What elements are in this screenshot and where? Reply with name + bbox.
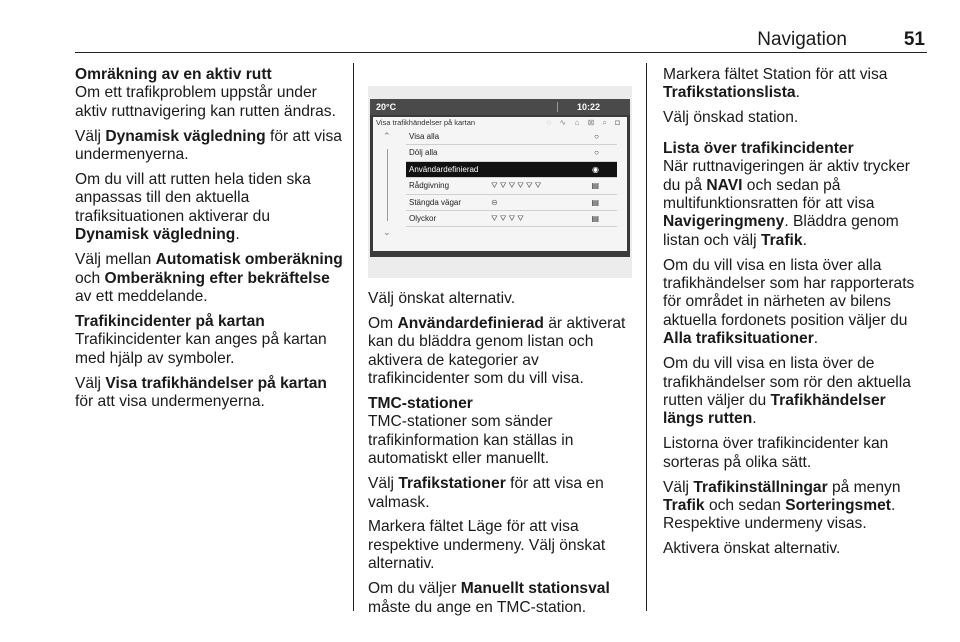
section-heading: Omräkning av en aktiv rutt xyxy=(75,66,272,83)
page-title: Navigation xyxy=(757,29,847,50)
menu-list xyxy=(406,129,617,227)
checkbox-icon: ▤ xyxy=(591,181,599,191)
radio-icon: ○ xyxy=(594,148,599,158)
paragraph: Om ett trafikproblem uppstår under aktiv ruttnavigering kan rutten ändras. xyxy=(75,84,336,120)
traffic-symbols-icon: ⛛⛛⛛⛛⛛⛛ xyxy=(491,181,544,191)
menu-item[interactable]: Olyckor ⛛⛛⛛⛛ ▤ xyxy=(406,211,617,227)
page-number: 51 xyxy=(903,29,925,50)
paragraph: TMC-stationer som sänder trafikinformation kan ställas in automatiskt eller manuellt. xyxy=(368,413,574,468)
page-header xyxy=(75,30,927,53)
paragraph: Välj önskat alternativ. xyxy=(368,290,516,307)
paragraph: Om du vill visa en lista över alla trafikhändelser som har rapporterats för området in närheten av bilens aktuella fordonets position väljer du Alla trafiksituationer. xyxy=(663,256,915,348)
display-screen xyxy=(370,99,630,257)
divider xyxy=(557,102,558,112)
menu-panel xyxy=(373,117,627,251)
paragraph: Om du vill visa en lista över de trafikhändelser som rör den aktuella rutten väljer du Trafikhändelser längs rutten. xyxy=(663,355,911,428)
temperature: 20°C xyxy=(376,102,397,112)
menu-item-selected[interactable]: Användardefinierad ◉ xyxy=(406,162,617,178)
paragraph: Välj Dynamisk vägledning för att visa undermenyerna. xyxy=(75,127,342,164)
paragraph: Om du väljer Manuellt stationsval måste du ange en TMC-station. xyxy=(368,580,610,616)
paragraph: Om Användardefinierad är aktiverat kan du bläddra genom listan och aktivera de kategorier av trafikincidenter som du vill visa. xyxy=(368,314,626,388)
paragraph: Aktivera önskat alternativ. xyxy=(663,540,841,558)
section-heading: Lista över trafikincidenter xyxy=(663,139,854,157)
scroll-down-icon[interactable]: ⌄ xyxy=(383,227,391,237)
menu-title: Visa trafikhändelser på kartan xyxy=(376,118,476,127)
radio-icon: ○ xyxy=(594,132,599,141)
status-icons: ◌ ∿ ⌂ ⊠ ⌕ ◘ xyxy=(546,118,623,127)
paragraph: När ruttnavigeringen är aktiv trycker du på NAVI och sedan på multifunktionsratten för att visa Navigeringmeny. Bläddra genom listan och välj Trafik. xyxy=(663,158,910,249)
menu-item[interactable]: Visa alla ○ xyxy=(406,129,617,145)
paragraph: Trafikincidenter kan anges på kartan med hjälp av symboler. xyxy=(75,331,327,367)
scroll-track xyxy=(387,149,388,221)
column-divider-2 xyxy=(646,63,647,611)
paragraph: Välj Trafikstationer för att visa en valmask. xyxy=(368,475,604,511)
column-3 xyxy=(663,66,929,565)
column-1 xyxy=(75,66,343,418)
paragraph: Listorna över trafikincidenter kan sorteras på olika sätt. xyxy=(663,435,889,471)
column-2 xyxy=(368,290,636,624)
status-bar xyxy=(370,99,630,115)
section-heading: Trafikincidenter på kartan xyxy=(75,312,265,330)
paragraph: Välj önskad station. xyxy=(663,109,799,127)
section-heading: TMC-stationer xyxy=(368,395,473,413)
menu-item[interactable]: Dölj alla ○ xyxy=(406,145,617,161)
scroll-up-icon[interactable]: ⌃ xyxy=(383,131,391,141)
paragraph: Om du vill att rutten hela tiden ska anpassas till den aktuella trafiksituationen aktiverar du Dynamisk vägledning. xyxy=(75,171,311,244)
menu-screenshot xyxy=(368,86,632,278)
paragraph: Välj mellan Automatisk omberäkning och Omberäkning efter bekräftelse av ett meddelande. xyxy=(75,251,343,305)
traffic-symbols-icon: ⊖ xyxy=(491,197,500,207)
paragraph: Markera fältet Station för att visa Trafikstationslista. xyxy=(663,66,888,102)
checkbox-icon: ▤ xyxy=(591,197,599,207)
column-divider-1 xyxy=(353,63,354,611)
clock: 10:22 xyxy=(576,102,600,112)
traffic-symbols-icon: ⛛⛛⛛⛛ xyxy=(491,213,526,223)
paragraph: Markera fältet Läge för att visa respektive undermeny. Välj önskat alternativ. xyxy=(368,518,606,573)
paragraph: Välj Trafikinställningar på menyn Trafik och sedan Sorteringsmet. Respektive undermeny visas. xyxy=(663,478,901,533)
menu-item[interactable]: Rådgivning ⛛⛛⛛⛛⛛⛛ ▤ xyxy=(406,178,617,194)
paragraph: Välj Visa trafikhändelser på kartan för att visa undermenyerna. xyxy=(75,374,327,410)
menu-item[interactable]: Stängda vägar ⊖ ▤ xyxy=(406,195,617,211)
checkbox-icon: ▤ xyxy=(591,213,599,223)
radio-selected-icon: ◉ xyxy=(592,164,599,174)
